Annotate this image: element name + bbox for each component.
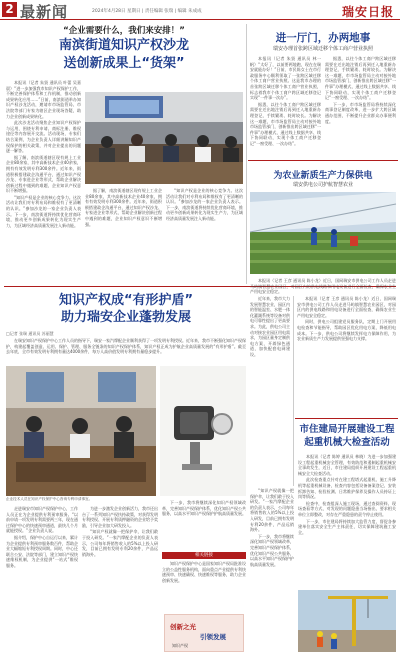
- agri-body-col-1: [250, 296, 290, 484]
- hall-body-right: [325, 56, 396, 156]
- hall-body-left: [250, 56, 321, 156]
- shield-lead: [6, 338, 246, 362]
- section-title: 最新闻: [20, 3, 69, 21]
- paragraph: 走进瑞安市知识产权保护中心，工作人员正在为企业提供专利预审服务。“以前申请一项发明专利需要两三年，现在通过保护中心的快速预审通道，最快几个月就能授权。”企业负责人说。: [6, 506, 78, 534]
- section-divider: [248, 160, 398, 161]
- paragraph: “知识产权就像一把保护伞，让我们敢于投入研发。”一家汽摩配企业的负责人表示，公司每年将销售收入的5%以上投入研发，目前已拥有发明专利20余件，产品远销海外。: [250, 488, 294, 533]
- paragraph: 本报讯（记者 陈婷 通讯员 林晓）为进一步加强建设工程起重机械安全管理，有效防范和遏制起重机械安全事故发生，近日，市住建局组织开展建设工程起重机械安全大检查活动。: [298, 454, 396, 476]
- product-photo: [160, 366, 246, 496]
- paragraph: 下一步，市市场监管局将持续深化商事登记制度改革，进一步扩大跨区域通办范围，不断提升企业群众办事便利度。: [325, 101, 396, 124]
- paragraph: 知识产权保护中心是国家知识产权局批准设立的公益性服务机构，面向重点产业提供专利快速预审、快速确权、快速维权等服务，助力企业创新发展。: [162, 561, 246, 583]
- section-divider: [295, 418, 398, 419]
- paragraph: 下一步，我市将继续深化知识产权领域改革，完善知识产权保护体系，优化知识产权公共服务，以高水平知识产权保护护航高质量发展。: [162, 500, 246, 517]
- paragraph: 同时，供电公司组建党员服务队，定期上门开展用电检查和节能指导，帮助园区优化用电方案，降低用电成本。下一步，供电公司将继续发挥电力保障作用，为农业新质生产力发展提供坚强电力支撑。: [297, 319, 396, 342]
- shield-photo: [6, 366, 156, 496]
- ip-salon-headline-2: 送创新成果上“货架”: [63, 56, 185, 71]
- paragraph: “知识产权是企业的核心竞争力。这次活动让我们对专利布局和维权有了更清晰的认识。”参加沙龙的一家企业负责人表示。下一步，南滨街道将持续优化营商环境，推动更多创新成果转化为现实生产力，为区域经济高质量发展注入新动能。: [6, 194, 81, 228]
- agri-photo: [250, 192, 396, 274]
- shield-headline-1: 知识产权成“有形护盾”: [58, 293, 194, 308]
- ip-salon-body-left: [6, 80, 81, 282]
- paragraph: “知识产权就像一把保护伞，让我们敢于投入研发。”一家汽摩配企业的负责人表示，公司每年将销售收入的5%以上投入研发，目前已拥有发明专利20余件，产品远销海外。: [82, 529, 158, 557]
- illustration-tag: 知识产权: [172, 643, 188, 648]
- column-divider: [246, 24, 247, 284]
- paragraph: 据介绍，保护中心自运行以来，累计为企业提供专利预审服务数百件，帮助企业大幅缩短专利授权周期。同时，中心还联合公安、法院等部门，建立知识产权快速维权机制，为企业提供“一站式”维权服务。: [6, 534, 78, 568]
- paragraph: 本报讯（记者 朱贤 通讯员 林一帆）“太好了，以前要两地跑，现在在瑞安就能办好！”日前，市民陈女士在市行政服务中心顺利领取了一张跨区域迁移个体工商户营业执照。这是我市办理的首张跨区域迁移个体工商户营业执照，标志着我市个体工商户跨区域迁移登记实现“一件事一次办”。: [250, 56, 321, 101]
- paragraph: 下一步，市住建局将持续加大监管力度，督促各参建单位落实安全生产主体责任，切实保障建筑施工安全。: [298, 518, 396, 535]
- shield-photo-caption: 企业技术人员在知识产权保护中心咨询专利申请事宜。: [6, 497, 93, 501]
- illustration-text-1: 创新之光: [170, 623, 196, 631]
- shield-headline-2: 助力瑞安企业蓬勃发展: [60, 310, 191, 325]
- agri-body-col-2: [297, 296, 396, 414]
- paragraph: 本报讯（记者 王彦 通讯员 陈小龙）近日，国网瑞安市供电公司工作人员走进马屿镇智慧农业园区，对园区内的供电线路和用电设备进行全面检查，确保农业生产用电安全稳定。: [250, 278, 396, 295]
- ip-salon-body-mid: [85, 188, 162, 282]
- ip-salon-headline-1: 南滨街道知识产权沙龙: [58, 38, 189, 53]
- shield-credit: □记者 张瑞 通讯员 苏丽慧: [6, 331, 54, 336]
- hall-headline: 进一厅门，办两地事: [275, 32, 371, 44]
- issue-info: 2024年4月28日 星期日 | 责任编辑 张瑞 | 编辑 朱成成: [92, 9, 202, 14]
- shield-body-col-4: [250, 488, 294, 652]
- shield-body-col-2: [82, 506, 158, 652]
- crane-headline-2: 起重机械大检查活动: [304, 437, 390, 448]
- paragraph: 为进一步激发企业创新活力，我市还出台了一系列知识产权扶持政策，对获得发明专利授权、开展专利质押融资的企业给予奖励，引导企业加大研发投入。: [82, 506, 158, 528]
- agri-subhead: 瑞安供电公司护航智慧农业: [292, 182, 353, 188]
- paragraph: 近年来，我市大力发展智慧农业，园区内的智能温室、水肥一体化灌溉系统等设备对供电可靠性提出了更高要求。为此，供电公司主动对接农业园区用电需求，为园区量身定制供电方案，开辟绿色通道，加快配套电网建设。: [250, 296, 290, 357]
- paragraph: 此次检查重点针对在建工程塔式起重机、施工升降机等起重机械设备，检查内容包括设备备案登记、安装拆卸告知、检验检测、日常维护保养及操作人员持证上岗等情况。: [298, 477, 396, 500]
- paragraph: 本报讯（记者 王彦 通讯员 陈小龙）近日，国网瑞安市供电公司工作人员走进马屿镇智慧农业园区，对园区内的供电线路和用电设备进行全面检查，确保农业生产用电安全稳定。: [297, 296, 396, 318]
- agri-body-teaser: [250, 278, 396, 295]
- page-number: 2: [2, 2, 17, 17]
- page-masthead: [0, 0, 400, 20]
- paper-logo: 瑞安日报: [341, 5, 394, 19]
- paragraph: 检查中，检查组深入施工现场，通过查阅资料、现场查看等方式，对发现的问题隐患当场指出，要求相关单位立即整改，对存在严重隐患的责令停止使用。: [298, 500, 396, 517]
- paragraph: “知识产权是企业的核心竞争力。这次活动让我们对专利布局和维权有了更清晰的认识。”参加沙龙的一家企业负责人表示。下一步，南滨街道将持续优化营商环境，推动更多创新成果转化为现实生产力，为区域经济高质量发展注入新动能。: [166, 188, 243, 221]
- agri-headline: 为农业新质生产力保供电: [273, 171, 373, 181]
- illustration-text-2: 引领发展: [200, 633, 226, 641]
- paragraph: 在瑞安知识产权保护中心工作人员的指导下，瑞安一家汽摩配企业顺利获得了一项发明专利授权。近年来，我市不断强化知识产权保护，构建起覆盖创造、运用、保护、管理、服务全链条的知识产权保护体系，知识产权正成为护航企业高质量发展的“有形护盾”。截至去年底，全市有效发明专利拥有量达4000余件，每万人高价值发明专利拥有量稳步提升。: [6, 338, 246, 355]
- paragraph: 本报讯（记者 朱贤 通讯员 叶蕾 吴嘉晨）“进一步加强我市知识产权保护工作，不断完善保护体系和工作机制，推动创新成果转化应用……”日前，南滨街道举办知识产权沙龙活动，邀请市市场监管局、市法院等部门专家为辖区企业现场答疑，助力企业创新成果转化。: [6, 80, 81, 119]
- paragraph: 据悉，以往个体工商户跨区域迁移需要在迁出地注销后再到迁入地重新办理登记，手续繁琐、耗时较长。为解决这一难题，市市场监管局主动对接外地市场监管部门，创新推出跨区域迁移“一件事”办理模式，通过线上数据共享、线下协同联动，实现个体工商户迁移登记“一窗受理、一次办结”。: [325, 56, 396, 101]
- paragraph: 据悉，以往个体工商户跨区域迁移需要在迁出地注销后再到迁入地重新办理登记，手续繁琐、耗时较长。为解决这一难题，市市场监管局主动对接外地市场监管部门，创新推出跨区域迁移“一件事”办理模式，通过线上数据共享、线下协同联动，实现个体工商户迁移登记“一窗受理、一次办结”。: [250, 101, 321, 146]
- hall-subhead: 瑞安办理首张跨区域迁移个体工商户营业执照: [272, 46, 373, 52]
- shield-body-col-3: [162, 500, 246, 548]
- column-divider: [293, 296, 294, 486]
- ip-salon-body-right: [166, 188, 243, 282]
- crane-body: [298, 454, 396, 586]
- paragraph: 此次沙龙活动聚焦企业知识产权保护与运用，围绕专利申请、商标注册、维权途径等内容展开交流。活动现场，专家们结合案例，为企业负责人详细讲解知识产权保护的相关政策，并对企业提出的问题逐一解答。: [6, 120, 81, 154]
- ip-salon-photo: [85, 92, 243, 184]
- shield-body-col-1: [6, 506, 78, 652]
- sidebar-body: [162, 561, 246, 607]
- paragraph: 据了解，南滨街道辖区现有规上工业企业80余家，其中高新技术企业40余家，拥有有效发明专利300余件。近年来，街道积极搭建政企沟通平台，通过知识产权沙龙、专家进企业等形式，帮助企业解决创新过程中遇到的难题，企业知识产权意识不断增强。: [85, 188, 162, 227]
- ip-salon-kicker: “企业需要什么，我们来安排！”: [63, 26, 185, 36]
- paragraph: 下一步，我市将继续深化知识产权领域改革，完善知识产权保护体系，优化知识产权公共服务，以高水平知识产权保护护航高质量发展。: [250, 533, 294, 567]
- crane-photo: [298, 590, 396, 652]
- sidebar-title: 相关链接: [162, 552, 246, 559]
- paragraph: 据了解，南滨街道辖区现有规上工业企业80余家，其中高新技术企业40余家，拥有有效发明专利300余件。近年来，街道积极搭建政企沟通平台，通过知识产权沙龙、专家进企业等形式，帮助企业解决创新过程中遇到的难题，企业知识产权意识不断增强。: [6, 154, 81, 194]
- crane-headline-1: 市住建局开展建设工程: [299, 424, 395, 435]
